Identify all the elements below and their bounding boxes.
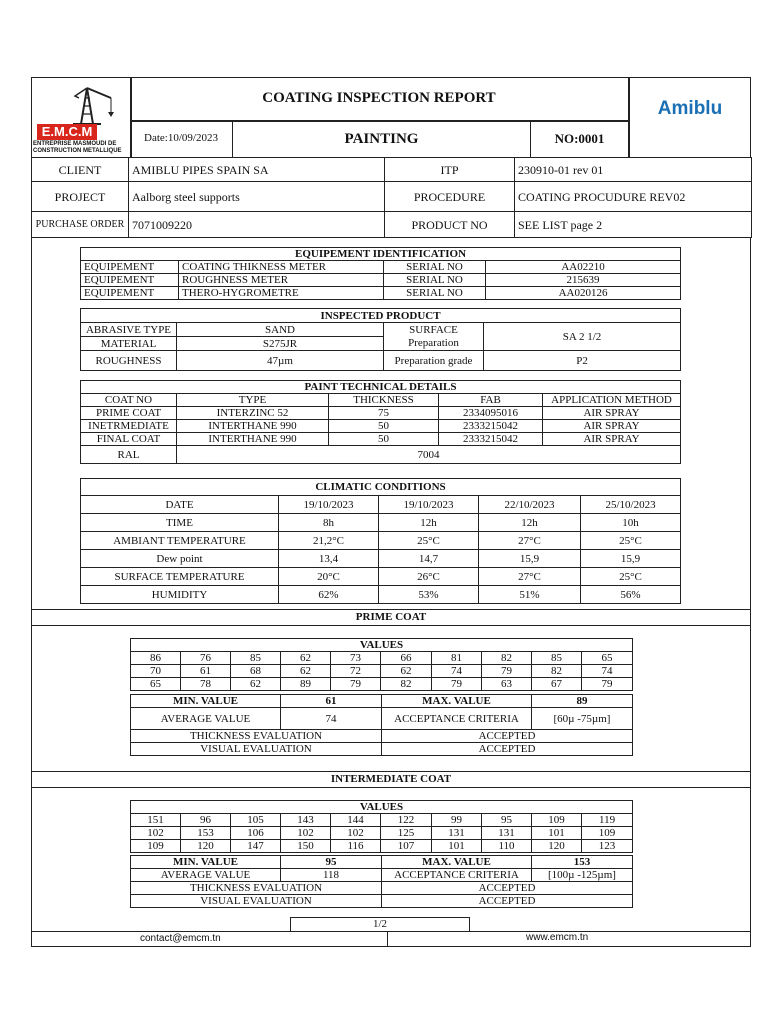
ral-label: RAL <box>81 446 177 464</box>
paint-title: PAINT TECHNICAL DETAILS <box>81 381 681 394</box>
logo-subtext-2: CONSTRUCTION METALLIQUE <box>33 148 122 154</box>
header-mid-divider <box>130 120 628 122</box>
paint-header-row: COAT NO TYPE THICKNESS FAB APPLICATION METHOD <box>81 394 681 407</box>
equipment-title: EQUIPEMENT IDENTIFICATION <box>81 248 681 261</box>
crane-icon <box>33 82 129 126</box>
emcm-logo <box>33 82 129 156</box>
logo-subtext-1: ENTREPRISE MASMOUDI DE <box>33 141 117 147</box>
climatic-row: DATE 19/10/2023 19/10/2023 22/10/2023 25/10/2023 <box>81 496 681 514</box>
footer-website: www.emcm.tn <box>526 932 589 943</box>
intermediate-avg-value: 118 <box>281 869 382 882</box>
intermediate-values-title: VALUES <box>131 801 633 814</box>
equipment-table <box>80 247 681 300</box>
surface-label: SURFACE <box>384 323 484 337</box>
client-label: CLIENT <box>32 158 129 182</box>
page-number: 1/2 <box>372 918 388 930</box>
prime-visual-label: VISUAL EVALUATION <box>131 743 382 756</box>
intermediate-coat-title: INTERMEDIATE COAT <box>330 773 452 785</box>
logo-text: E.M.C.M <box>37 124 97 140</box>
abrasive-label: ABRASIVE TYPE <box>81 323 177 337</box>
prime-coat-title: PRIME COAT <box>355 611 427 623</box>
prime-min-label: MIN. VALUE <box>131 695 281 708</box>
intermediate-values-table <box>130 800 633 853</box>
prime-values-table <box>130 638 633 691</box>
material-label: MATERIAL <box>81 337 177 351</box>
itp-label: ITP <box>385 158 515 182</box>
inspected-title: INSPECTED PRODUCT <box>81 309 681 323</box>
po-label: PURCHASE ORDER <box>32 212 129 238</box>
grade-value: P2 <box>484 351 681 371</box>
paint-row: FINAL COAT INTERTHANE 990 50 2333215042 AIR SPRAY <box>81 433 681 446</box>
intermediate-summary-table <box>130 855 633 908</box>
intermediate-max-value: 153 <box>532 856 633 869</box>
intermediate-thick-label: THICKNESS EVALUATION <box>131 882 382 895</box>
brand-logo: Amiblu <box>657 98 723 119</box>
surface-label-2: Preparation <box>384 337 484 351</box>
procedure-value: COATING PROCUDURE REV02 <box>515 182 752 212</box>
intermediate-visual-label: VISUAL EVALUATION <box>131 895 382 908</box>
procedure-label: PROCEDURE <box>385 182 515 212</box>
report-number: NO:0001 <box>554 131 605 146</box>
prime-thick-label: THICKNESS EVALUATION <box>131 730 382 743</box>
footer-divider <box>387 931 388 947</box>
intermediate-acc-label: ACCEPTANCE CRITERIA <box>382 869 532 882</box>
inspected-product-table <box>80 308 681 371</box>
product-value: SEE LIST page 2 <box>515 212 752 238</box>
climatic-row: SURFACE TEMPERATURE 20°C 26°C 27°C 25°C <box>81 568 681 586</box>
material-value: S275JR <box>177 337 384 351</box>
intermediate-min-label: MIN. VALUE <box>131 856 281 869</box>
prime-acc-label: ACCEPTANCE CRITERIA <box>382 708 532 730</box>
intermediate-min-value: 95 <box>281 856 382 869</box>
abrasive-value: SAND <box>177 323 384 337</box>
paint-row: PRIME COAT INTERZINC 52 75 2334095016 AIR SPRAY <box>81 407 681 420</box>
surface-value: SA 2 1/2 <box>484 323 681 351</box>
report-subtitle: PAINTING <box>344 131 419 147</box>
po-value: 7071009220 <box>129 212 385 238</box>
roughness-label: ROUGHNESS <box>81 351 177 371</box>
intermediate-thick-value: ACCEPTED <box>382 882 633 895</box>
prime-summary-table <box>130 694 633 756</box>
intermediate-values-row: 102 153 106 102 102 125 131 131 101 109 <box>131 827 633 840</box>
report-title: COATING INSPECTION REPORT <box>262 90 496 106</box>
prime-min-value: 61 <box>281 695 382 708</box>
project-value: Aalborg steel supports <box>129 182 385 212</box>
equipment-row: EQUIPEMENT THERO-HYGROMETRE SERIAL NO AA020126 <box>81 287 681 300</box>
climatic-row: TIME 8h 12h 12h 10h <box>81 514 681 532</box>
climatic-row: Dew point 13,4 14,7 15,9 15,9 <box>81 550 681 568</box>
prime-acc-value: [60µ -75µm] <box>532 708 633 730</box>
climatic-row: HUMIDITY 62% 53% 51% 56% <box>81 586 681 604</box>
paint-details-table <box>80 380 681 464</box>
intermediate-values-row: 151 96 105 143 144 122 99 95 109 119 <box>131 814 633 827</box>
ral-value: 7004 <box>177 446 681 464</box>
climatic-table <box>80 478 681 604</box>
intermediate-values-row: 109 120 147 150 116 107 101 110 120 123 <box>131 840 633 853</box>
client-value: AMIBLU PIPES SPAIN SA <box>129 158 385 182</box>
grade-label: Preparation grade <box>384 351 484 371</box>
prime-values-title: VALUES <box>131 639 633 652</box>
roughness-value: 47µm <box>177 351 384 371</box>
itp-value: 230910-01 rev 01 <box>515 158 752 182</box>
prime-values-row: 65 78 62 89 79 82 79 63 67 79 <box>131 678 633 691</box>
report-date: Date:10/09/2023 <box>144 132 218 144</box>
prime-avg-value: 74 <box>281 708 382 730</box>
intermediate-avg-label: AVERAGE VALUE <box>131 869 281 882</box>
climatic-title: CLIMATIC CONDITIONS <box>81 479 681 496</box>
paint-row: INETRMEDIATE INTERTHANE 990 50 2333215042 AIR SPRAY <box>81 420 681 433</box>
equipment-row: EQUIPEMENT ROUGHNESS METER SERIAL NO 215639 <box>81 274 681 287</box>
info-table <box>31 157 752 238</box>
header-brand-divider <box>628 77 630 158</box>
climatic-row: AMBIANT TEMPERATURE 21,2°C 25°C 27°C 25°C <box>81 532 681 550</box>
prime-avg-label: AVERAGE VALUE <box>131 708 281 730</box>
intermediate-visual-value: ACCEPTED <box>382 895 633 908</box>
intermediate-acc-value: [100µ -125µm] <box>532 869 633 882</box>
prime-values-row: 70 61 68 62 72 62 74 79 82 74 <box>131 665 633 678</box>
prime-values-row: 86 76 85 62 73 66 81 82 85 65 <box>131 652 633 665</box>
project-label: PROJECT <box>32 182 129 212</box>
footer-email: contact@emcm.tn <box>140 933 221 944</box>
equipment-row: EQUIPEMENT COATING THIKNESS METER SERIAL NO AA02210 <box>81 261 681 274</box>
product-label: PRODUCT NO <box>385 212 515 238</box>
intermediate-max-label: MAX. VALUE <box>382 856 532 869</box>
prime-max-label: MAX. VALUE <box>382 695 532 708</box>
prime-max-value: 89 <box>532 695 633 708</box>
prime-thick-value: ACCEPTED <box>382 730 633 743</box>
prime-visual-value: ACCEPTED <box>382 743 633 756</box>
